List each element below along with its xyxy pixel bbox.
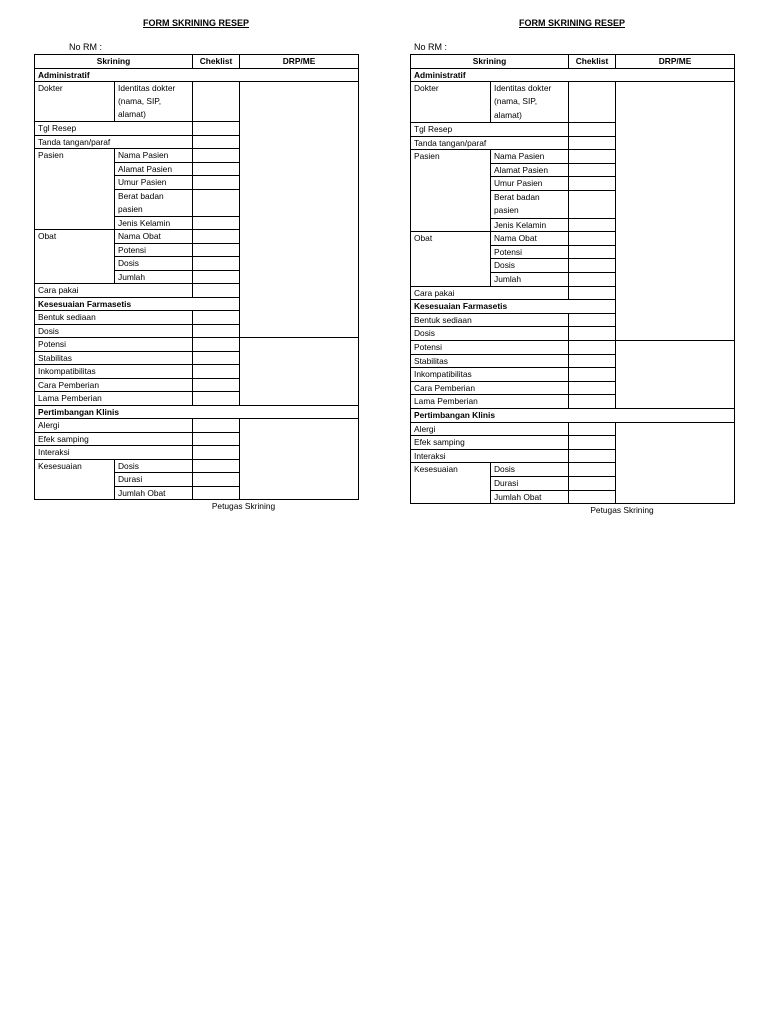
checklist-cell[interactable]	[193, 162, 240, 176]
row-label-potensi: Potensi	[115, 243, 193, 257]
checklist-cell[interactable]	[193, 459, 240, 473]
checklist-cell[interactable]	[193, 149, 240, 163]
table-row	[35, 338, 359, 352]
table-header-row	[35, 55, 359, 69]
row-label-lama-pemberian: Lama Pemberian	[35, 392, 193, 406]
checklist-cell[interactable]	[569, 463, 616, 477]
section-klinis: Pertimbangan Klinis	[411, 408, 735, 422]
no-rm-label: No RM :	[69, 42, 103, 52]
table-row	[411, 82, 735, 123]
row-label-umur-pasien: Umur Pasien	[115, 176, 193, 190]
row-label-jumlah-obat: Jumlah Obat	[115, 486, 193, 500]
table-row	[411, 340, 735, 354]
checklist-cell[interactable]	[193, 243, 240, 257]
row-label-jenis-kelamin: Jenis Kelamin	[491, 218, 569, 232]
row-label-dosis: Dosis	[115, 257, 193, 271]
section-administratif: Administratif	[411, 68, 735, 82]
row-label-f-potensi: Potensi	[35, 338, 193, 352]
row-label-obat: Obat	[35, 230, 115, 284]
checklist-cell[interactable]	[193, 270, 240, 284]
row-label-alamat-pasien: Alamat Pasien	[115, 162, 193, 176]
checklist-cell[interactable]	[569, 395, 616, 409]
checklist-cell[interactable]	[193, 257, 240, 271]
checklist-cell[interactable]	[193, 311, 240, 325]
table-row	[411, 395, 735, 409]
header-drp: DRP/ME	[616, 55, 735, 69]
checklist-cell[interactable]	[193, 392, 240, 406]
checklist-cell[interactable]	[569, 136, 616, 150]
checklist-cell[interactable]	[193, 324, 240, 338]
checklist-cell[interactable]	[569, 490, 616, 504]
form-title: FORM SKRINING RESEP	[518, 18, 625, 28]
row-label-potensi: Potensi	[491, 245, 569, 259]
skrining-table	[410, 54, 735, 504]
checklist-cell[interactable]	[569, 476, 616, 490]
checklist-cell[interactable]	[193, 135, 240, 149]
row-label-k-dosis: Dosis	[491, 463, 569, 477]
checklist-cell[interactable]	[193, 338, 240, 352]
checklist-cell[interactable]	[569, 422, 616, 436]
section-administratif: Administratif	[35, 68, 359, 82]
table-row	[35, 68, 359, 82]
row-label-kesesuaian: Kesesuaian	[411, 463, 491, 504]
table-row	[35, 351, 359, 365]
checklist-cell[interactable]	[193, 446, 240, 460]
row-label-interaksi: Interaksi	[35, 446, 193, 460]
checklist-cell[interactable]	[569, 123, 616, 137]
header-skrining: Skrining	[35, 55, 193, 69]
header-skrining: Skrining	[411, 55, 569, 69]
checklist-cell[interactable]	[569, 368, 616, 382]
table-row	[411, 381, 735, 395]
petugas-skrining-label: Petugas Skrining	[590, 505, 654, 516]
checklist-cell[interactable]	[569, 327, 616, 341]
drp-cell-klinis[interactable]	[616, 422, 735, 504]
checklist-cell[interactable]	[193, 378, 240, 392]
table-row	[35, 392, 359, 406]
row-label-umur-pasien: Umur Pasien	[491, 177, 569, 191]
checklist-cell[interactable]	[193, 419, 240, 433]
checklist-cell[interactable]	[569, 163, 616, 177]
drp-cell-klinis[interactable]	[240, 419, 359, 500]
section-klinis: Pertimbangan Klinis	[35, 405, 359, 419]
table-row	[411, 300, 735, 314]
header-ceklist: Cheklist	[193, 55, 240, 69]
row-label-pasien: Pasien	[35, 149, 115, 230]
row-label-cara-pemberian: Cara Pemberian	[35, 378, 193, 392]
row-label-kesesuaian: Kesesuaian	[35, 459, 115, 500]
row-label-tgl-resep: Tgl Resep	[35, 122, 193, 136]
row-label-alamat-pasien: Alamat Pasien	[491, 163, 569, 177]
row-label-interaksi: Interaksi	[411, 449, 569, 463]
section-farmasetis: Kesesuaian Farmasetis	[411, 300, 735, 314]
row-label-dokter: Dokter	[411, 82, 491, 123]
checklist-cell[interactable]	[569, 82, 616, 123]
checklist-cell[interactable]	[193, 432, 240, 446]
row-label-alergi: Alergi	[411, 422, 569, 436]
row-label-berat-badan: Berat badan pasien	[115, 189, 193, 216]
row-label-efek-samping: Efek samping	[35, 432, 193, 446]
petugas-skrining-label: Petugas Skrining	[211, 501, 276, 511]
table-header-row	[411, 55, 735, 69]
checklist-cell[interactable]	[569, 177, 616, 191]
checklist-cell[interactable]	[193, 365, 240, 379]
table-row	[35, 419, 359, 433]
row-label-tanda-tangan: Tanda tangan/paraf	[35, 135, 193, 149]
table-row	[411, 354, 735, 368]
checklist-cell[interactable]	[193, 486, 240, 500]
table-row	[35, 365, 359, 379]
row-label-durasi: Durasi	[115, 473, 193, 487]
row-label-bentuk-sediaan: Bentuk sediaan	[35, 311, 193, 325]
table-row	[411, 422, 735, 436]
row-label-bentuk-sediaan: Bentuk sediaan	[411, 313, 569, 327]
row-label-f-dosis: Dosis	[35, 324, 193, 338]
row-label-jumlah-obat: Jumlah Obat	[491, 490, 569, 504]
table-row	[35, 297, 359, 311]
checklist-cell[interactable]	[569, 191, 616, 219]
form-skrining-left	[34, 16, 358, 511]
checklist-cell[interactable]	[569, 436, 616, 450]
row-label-inkompatibilitas: Inkompatibilitas	[411, 368, 569, 382]
checklist-cell[interactable]	[193, 122, 240, 136]
section-farmasetis: Kesesuaian Farmasetis	[35, 297, 359, 311]
row-label-cara-pakai: Cara pakai	[411, 286, 569, 300]
row-label-jumlah: Jumlah	[491, 273, 569, 287]
checklist-cell[interactable]	[193, 176, 240, 190]
table-row	[35, 378, 359, 392]
row-label-alergi: Alergi	[35, 419, 193, 433]
header-ceklist: Cheklist	[569, 55, 616, 69]
row-label-identitas: Identitas dokter (nama, SIP, alamat)	[115, 82, 193, 122]
checklist-cell[interactable]	[193, 230, 240, 244]
checklist-cell[interactable]	[569, 218, 616, 232]
row-label-obat: Obat	[411, 232, 491, 286]
checklist-cell[interactable]	[569, 259, 616, 273]
row-label-tgl-resep: Tgl Resep	[411, 123, 569, 137]
checklist-cell[interactable]	[193, 284, 240, 298]
row-label-stabilitas: Stabilitas	[411, 354, 569, 368]
checklist-cell[interactable]	[569, 150, 616, 164]
row-label-k-dosis: Dosis	[115, 459, 193, 473]
checklist-cell[interactable]	[193, 473, 240, 487]
row-label-lama-pemberian: Lama Pemberian	[411, 395, 569, 409]
row-label-dosis: Dosis	[491, 259, 569, 273]
checklist-cell[interactable]	[569, 232, 616, 246]
row-label-stabilitas: Stabilitas	[35, 351, 193, 365]
row-label-cara-pakai: Cara pakai	[35, 284, 193, 298]
row-label-berat-badan: Berat badan pasien	[491, 191, 569, 219]
header-drp: DRP/ME	[240, 55, 359, 69]
row-label-f-dosis: Dosis	[411, 327, 569, 341]
row-label-pasien: Pasien	[411, 150, 491, 232]
checklist-cell[interactable]	[193, 351, 240, 365]
row-label-identitas: Identitas dokter (nama, SIP, alamat)	[491, 82, 569, 123]
skrining-table	[34, 54, 359, 500]
checklist-cell[interactable]	[569, 273, 616, 287]
row-label-dokter: Dokter	[35, 82, 115, 122]
table-row	[411, 368, 735, 382]
table-row	[411, 408, 735, 422]
checklist-cell[interactable]	[569, 313, 616, 327]
row-label-efek-samping: Efek samping	[411, 436, 569, 450]
checklist-cell[interactable]	[193, 82, 240, 122]
row-label-nama-pasien: Nama Pasien	[491, 150, 569, 164]
checklist-cell[interactable]	[569, 449, 616, 463]
checklist-cell[interactable]	[569, 245, 616, 259]
row-label-cara-pemberian: Cara Pemberian	[411, 381, 569, 395]
row-label-nama-obat: Nama Obat	[115, 230, 193, 244]
row-label-nama-pasien: Nama Pasien	[115, 149, 193, 163]
row-label-nama-obat: Nama Obat	[491, 232, 569, 246]
checklist-cell[interactable]	[569, 381, 616, 395]
row-label-f-potensi: Potensi	[411, 340, 569, 354]
row-label-inkompatibilitas: Inkompatibilitas	[35, 365, 193, 379]
form-skrining-right	[410, 16, 734, 515]
checklist-cell[interactable]	[193, 216, 240, 230]
form-title: FORM SKRINING RESEP	[142, 18, 249, 28]
checklist-cell[interactable]	[569, 286, 616, 300]
row-label-jenis-kelamin: Jenis Kelamin	[115, 216, 193, 230]
checklist-cell[interactable]	[569, 340, 616, 354]
no-rm-label: No RM :	[414, 42, 448, 52]
table-row	[35, 405, 359, 419]
checklist-cell[interactable]	[193, 189, 240, 216]
checklist-cell[interactable]	[569, 354, 616, 368]
row-label-durasi: Durasi	[491, 476, 569, 490]
table-row	[411, 68, 735, 82]
row-label-jumlah: Jumlah	[115, 270, 193, 284]
table-row	[35, 82, 359, 122]
row-label-tanda-tangan: Tanda tangan/paraf	[411, 136, 569, 150]
